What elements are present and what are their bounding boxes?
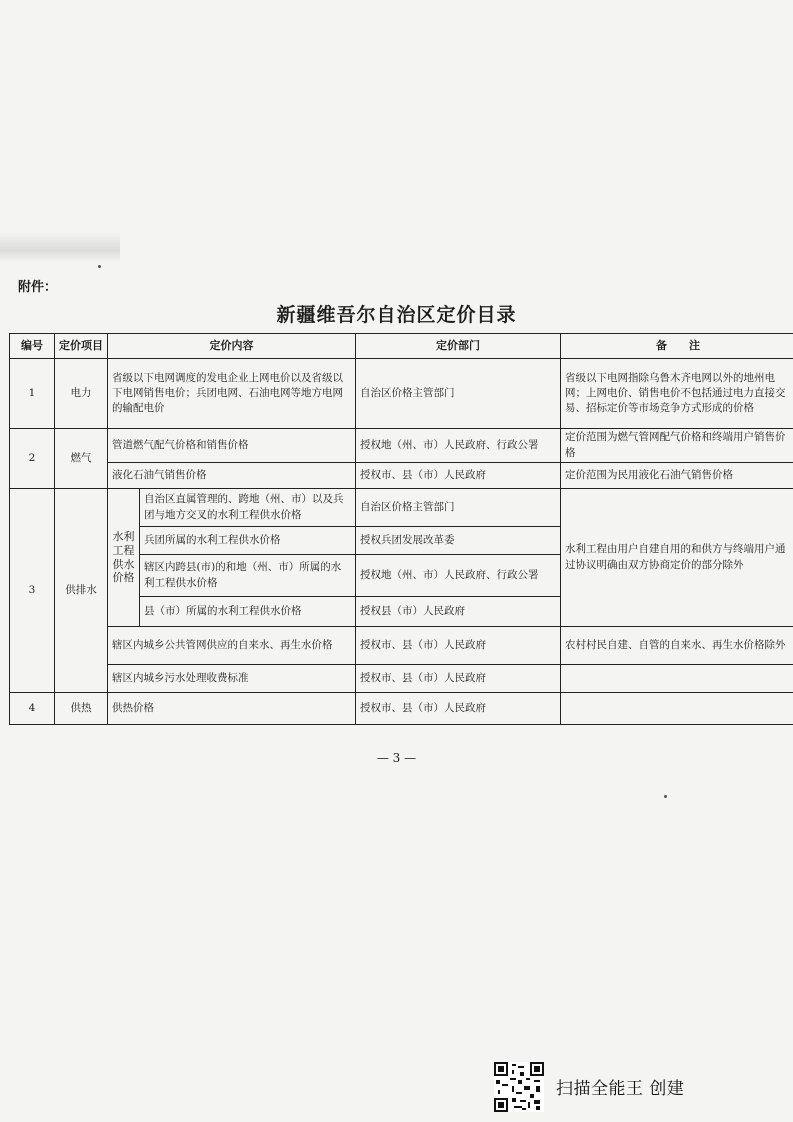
row-content: 管道燃气配气价格和销售价格	[108, 429, 356, 463]
table-row	[10, 359, 793, 429]
row-dept: 授权县（市）人民政府	[356, 597, 561, 627]
row-item: 供排水	[55, 489, 108, 693]
table-row	[10, 665, 793, 693]
row-item: 供热	[55, 693, 108, 725]
row-content: 辖区内城乡污水处理收费标准	[108, 665, 356, 693]
header-num: 编号	[10, 334, 55, 359]
row-dept: 授权市、县（市）人民政府	[356, 627, 561, 665]
row-dept: 授权市、县（市）人民政府	[356, 463, 561, 489]
row-num: 3	[10, 489, 55, 693]
scan-shadow	[0, 232, 120, 262]
header-remark: 备 注	[561, 334, 793, 359]
row-item: 燃气	[55, 429, 108, 489]
row-content: 省级以下电网调度的发电企业上网电价以及省级以下电网销售电价；兵团电网、石油电网等地方电网的输配电价	[108, 359, 356, 429]
scan-speck	[664, 795, 667, 798]
header-dept: 定价部门	[356, 334, 561, 359]
row-remark: 水利工程由用户自建自用的和供方与终端用户通过协议明确由双方协商定价的部分除外	[561, 489, 793, 627]
row-content: 供热价格	[108, 693, 356, 725]
table-row	[10, 463, 793, 489]
document-title: 新疆维吾尔自治区定价目录	[276, 304, 517, 326]
row-content: 县（市）所属的水利工程供水价格	[140, 597, 356, 627]
row-remark-empty	[561, 665, 793, 693]
scanner-watermark: 扫描全能王 创建	[556, 1079, 685, 1099]
pricing-catalog-table	[9, 333, 793, 725]
row-remark: 省级以下电网指除乌鲁木齐电网以外的地州电网；上网电价、销售电价不包括通过电力直接交易、招标定价等市场竞争方式形成的价格	[561, 359, 793, 429]
header-item: 定价项目	[55, 334, 108, 359]
row-num: 4	[10, 693, 55, 725]
table-row	[10, 693, 793, 725]
table-row	[10, 429, 793, 463]
row-content: 辖区内跨县(市)的和地（州、市）所属的水利工程供水价格	[140, 555, 356, 597]
page-number: — 3 —	[376, 751, 417, 765]
row-dept: 授权地（州、市）人民政府、行政公署	[356, 429, 561, 463]
row-content: 兵团所属的水利工程供水价格	[140, 527, 356, 555]
row-remark-empty	[561, 693, 793, 725]
row-dept: 授权兵团发展改革委	[356, 527, 561, 555]
attachment-label: 附件：	[18, 280, 58, 295]
table-header-row	[10, 334, 793, 359]
row-item: 电力	[55, 359, 108, 429]
row-remark: 定价范围为民用液化石油气销售价格	[561, 463, 793, 489]
table-row	[10, 627, 793, 665]
row-content: 液化石油气销售价格	[108, 463, 356, 489]
row-dept: 自治区价格主管部门	[356, 359, 561, 429]
row-num: 2	[10, 429, 55, 489]
row-remark: 农村村民自建、自管的自来水、再生水价格除外	[561, 627, 793, 665]
row-num: 1	[10, 359, 55, 429]
qr-code-icon	[494, 1062, 544, 1112]
row-dept: 授权市、县（市）人民政府	[356, 693, 561, 725]
row-dept: 自治区价格主管部门	[356, 489, 561, 527]
row-content: 辖区内城乡公共管网供应的自来水、再生水价格	[108, 627, 356, 665]
table-row	[10, 489, 793, 527]
water-project-label: 水利 工程 供水 价格	[108, 489, 140, 627]
row-remark: 定价范围为燃气管网配气价格和终端用户销售价格	[561, 429, 793, 463]
row-content: 自治区直属管理的、跨地（州、市）以及兵团与地方交叉的水利工程供水价格	[140, 489, 356, 527]
header-content: 定价内容	[108, 334, 356, 359]
scan-speck	[98, 265, 101, 268]
row-dept: 授权市、县（市）人民政府	[356, 665, 561, 693]
row-dept: 授权地（州、市）人民政府、行政公署	[356, 555, 561, 597]
